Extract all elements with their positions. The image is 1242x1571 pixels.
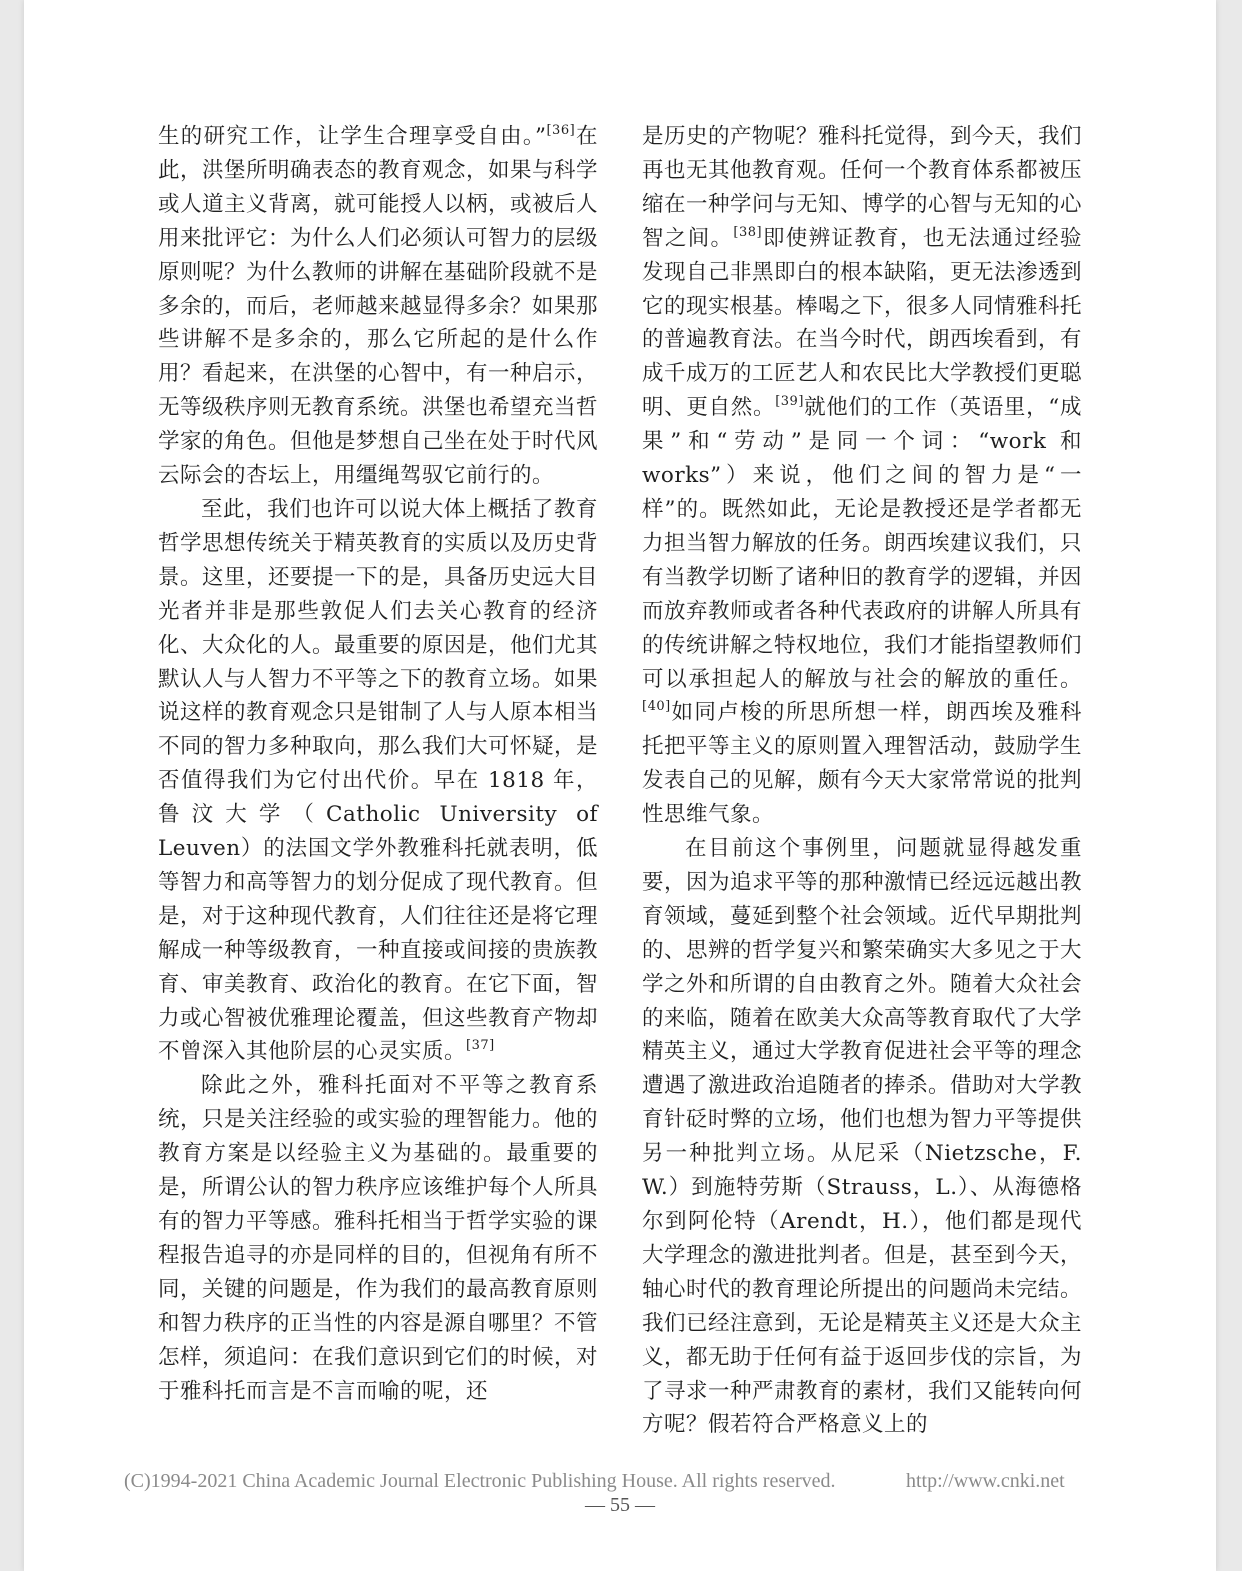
- paragraph: [158, 493, 598, 1069]
- citation-ref[interactable]: [36]: [546, 122, 576, 138]
- copyright-text: (C)1994-2021 China Academic Journal Electronic Publishing House. All rights reserved.: [124, 1470, 836, 1492]
- cnki-link[interactable]: http://www.cnki.net: [906, 1470, 1065, 1492]
- paragraph: [642, 832, 1082, 1442]
- paragraph-text: 除此之外，雅科托面对不平等之教育系统，只是关注经验的或实验的理智能力。他的教育方案是以经验主义为基础的。最重要的是，所谓公认的智力秩序应该维护每个人所具有的智力平等感。雅科托相当于哲学实验的课程报告追寻的亦是同样的目的，但视角有所不同，关键的问题是，作为我们的最高教育原则和智力秩序的正当性的内容是源自哪里？不管怎样，须追问：在我们意识到它们的时候，对于雅科托而言是不言而喻的呢，还: [158, 1073, 599, 1404]
- citation-ref[interactable]: [37]: [466, 1038, 495, 1054]
- paragraph-text: 在目前这个事例里，问题就显得越发重要，因为追求平等的那种激情已经远远越出教育领域，蔓延到整个社会领域。近代早期批判的、思辨的哲学复兴和繁荣确实大多见之于大学之外和所谓的自由教育之外。随着大众社会的来临，随着在欧美大众高等教育取代了大学精英主义，通过大学教育促进社会平等的理念遭遇了激进政治追随者的捧杀。借助对大学教育针砭时弊的立场，他们也想为智力平等提供另一种批判立场。从尼采（Nietzsche，F. W.）到施特劳斯（Strauss，L.）、从海德格尔到阿伦特（Arendt，H.），他们都是现代大学理念的激进批判者。但是，甚至到今天，轴心时代的教育理论所提出的问题尚未完结。我们已经注意到，无论是精英主义还是大众主义，都无助于任何有益于返回步伐的宗旨，为了寻求一种严肃教育的素材，我们又能转向何方呢？假若符合严格意义上的: [642, 836, 1083, 1438]
- paragraph: [158, 1069, 598, 1408]
- paragraph-text: 在此，洪堡所明确表态的教育观念，如果与科学或人道主义背离，就可能授人以柄，或被后人用来批评它：为什么人们必须认可智力的层级原则呢？为什么教师的讲解在基础阶段就不是多余的，而后，老师越来越显得多余？如果那些讲解不是多余的，那么它所起的是什么作用？看起来，在洪堡的心智中，有一种启示，无等级秩序则无教育系统。洪堡也希望充当哲学家的角色。但他是梦想自己坐在处于时代风云际会的杏坛上，用缰绳驾驭它前行的。: [158, 124, 599, 489]
- citation-ref[interactable]: [40]: [642, 699, 671, 715]
- paragraph-text: 如同卢梭的所思所想一样，朗西埃及雅科托把平等主义的原则置入理智活动，鼓励学生发表自己的见解，颇有今天大家常常说的批判性思维气象。: [642, 700, 1083, 828]
- paragraph-text: 就他们的工作（英语里，“成果”和“劳动”是同一个词：“work 和 works”）来说，他们之间的智力是“一样”的。既然如此，无论是教授还是学者都无力担当智力解放的任务。朗西埃建议我们，只有当教学切断了诸种旧的教育学的逻辑，并因而放弃教师或者各种代表政府的讲解人所具有的传统讲解之特权地位，我们才能指望教师们可以承担起人的解放与社会的解放的重任。: [642, 395, 1083, 692]
- paragraph: [642, 120, 1082, 832]
- citation-ref[interactable]: [38]: [733, 224, 763, 240]
- paragraph-text: 即使辨证教育，也无法通过经验发现自己非黑即白的根本缺陷，更无法渗透到它的现实根基。棒喝之下，很多人同情雅科托的普遍教育法。在当今时代，朗西埃看到，有成千成万的工匠艺人和农民比大学教授们更聪明、更自然。: [642, 225, 1083, 421]
- left-column: [158, 120, 598, 1408]
- copyright-footer: [124, 1470, 1084, 1493]
- paragraph-text: 是历史的产物呢？雅科托觉得，到今天，我们再也无其他教育观。任何一个教育体系都被压缩在一种学问与无知、博学的心智与无知的心智之间。: [642, 124, 1083, 251]
- paragraph: [158, 120, 598, 493]
- citation-ref[interactable]: [39]: [775, 394, 804, 410]
- journal-page: [24, 0, 1216, 1571]
- page-number: — 55 —: [585, 1494, 655, 1516]
- paragraph-text: 至此，我们也许可以说大体上概括了教育哲学思想传统关于精英教育的实质以及历史背景。这里，还要提一下的是，具备历史远大目光者并非是那些敦促人们去关心教育的经济化、大众化的人。最重要的原因是，他们尤其默认人与人智力不平等之下的教育立场。如果说这样的教育观念只是钳制了人与人原本相当不同的智力多种取向，那么我们大可怀疑，是否值得我们为它付出代价。早在 1818 年，鲁汶大学（Catholic University of Leuven）的法国文学外教雅科托就表明，低等智力和高等智力的划分促成了现代教育。但是，对于这种现代教育，人们往往还是将它理解成一种等级教育，一种直接或间接的贵族教育、审美教育、政治化的教育。在它下面，智力或心智被优雅理论覆盖，但这些教育产物却不曾深入其他阶层的心灵实质。: [158, 496, 599, 1065]
- paragraph-text: 生的研究工作，让学生合理享受自由。”: [158, 124, 547, 149]
- right-column: [642, 120, 1082, 1442]
